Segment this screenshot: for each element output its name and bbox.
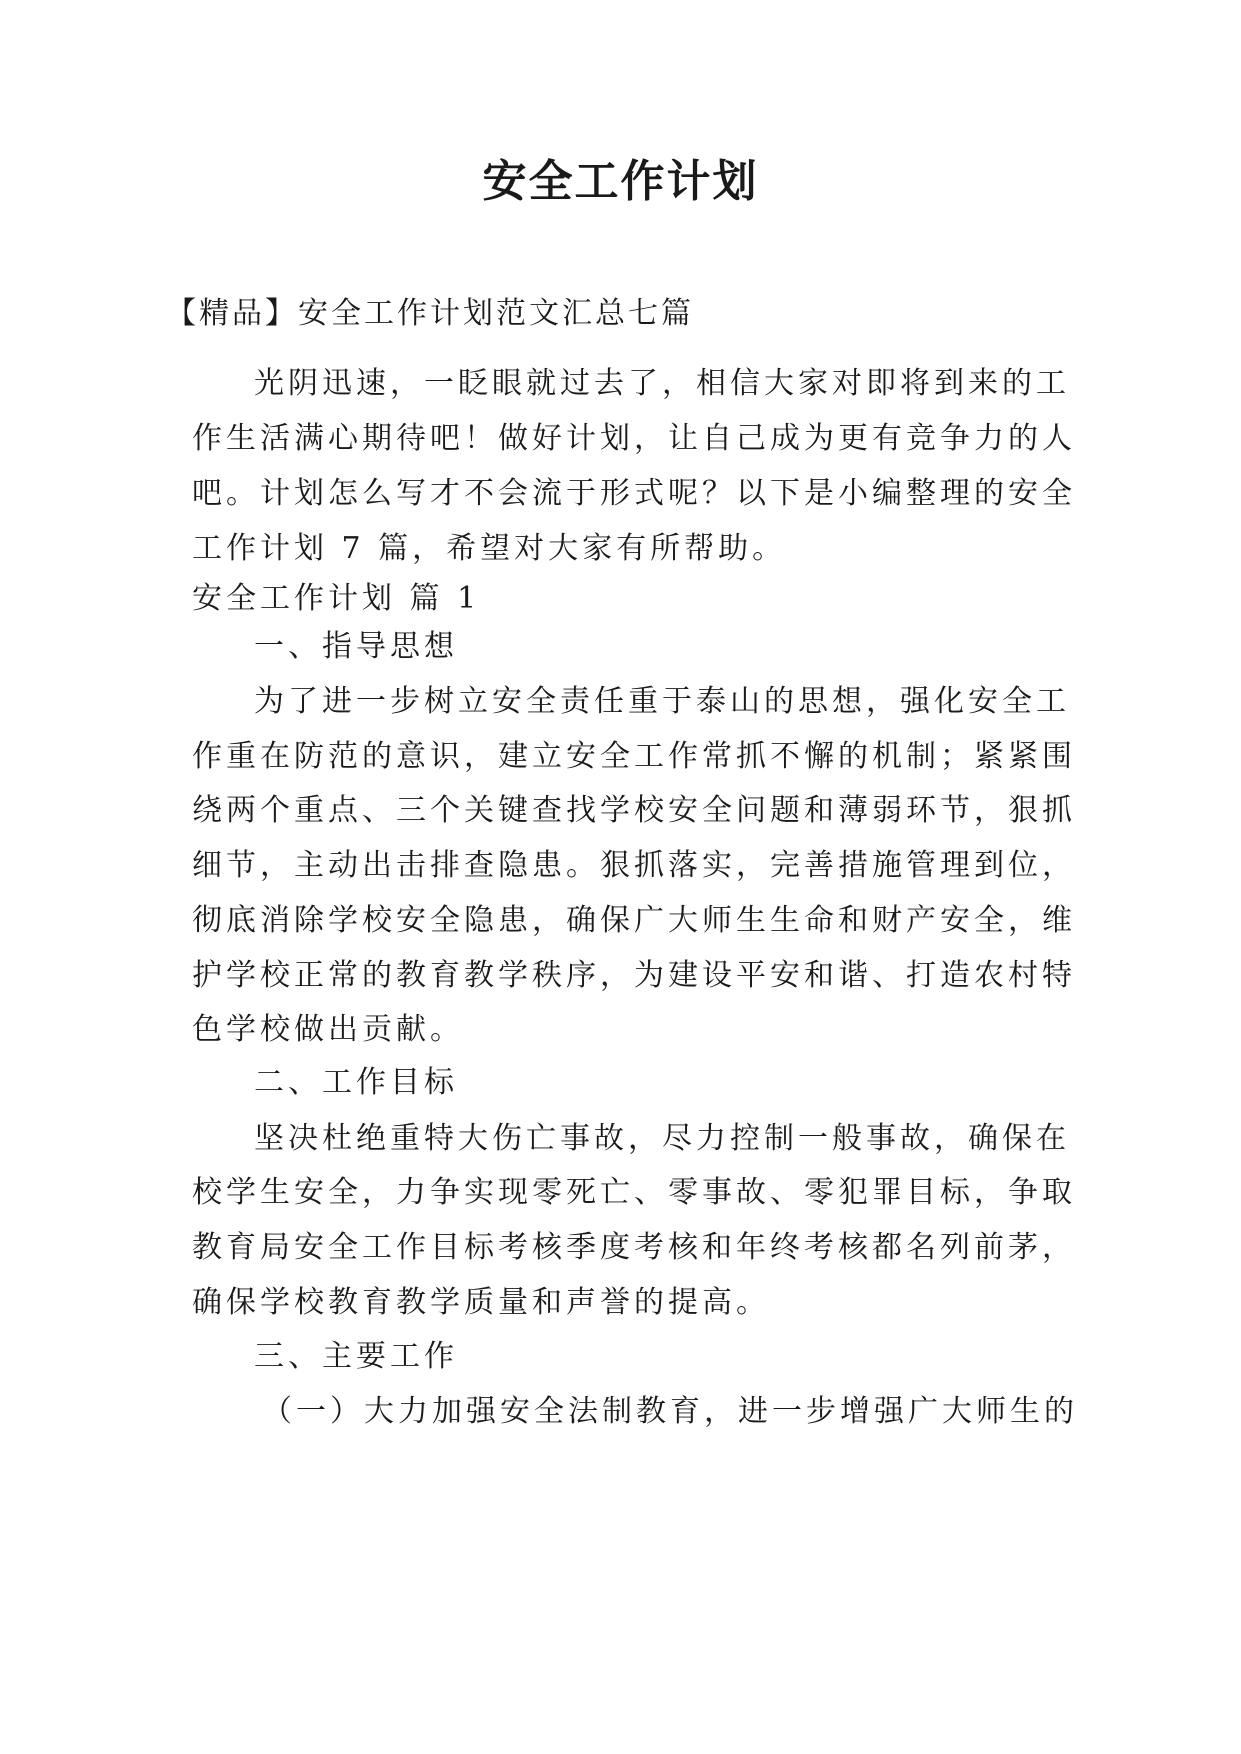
paragraph-line: 吧。计划怎么写才不会流于形式呢？以下是小编整理的安全: [192, 476, 1076, 511]
paragraph-line: 彻底消除学校安全隐患，确保广大师生生命和财产安全，维: [192, 903, 1076, 938]
paragraph-line: 确保学校教育教学质量和声誉的提高。: [192, 1285, 770, 1320]
section-heading: 安全工作计划 篇 1: [192, 581, 481, 616]
paragraph-line: 细节，主动出击排查隐患。狠抓落实，完善措施管理到位，: [192, 848, 1076, 883]
section-heading: 三、主要工作: [254, 1339, 458, 1374]
paragraph-line: 校学生安全，力争实现零死亡、零事故、零犯罪目标，争取: [192, 1175, 1076, 1210]
paragraph-line: 光阴迅速，一眨眼就过去了，相信大家对即将到来的工: [254, 366, 1070, 401]
paragraph-line: 为了进一步树立安全责任重于泰山的思想，强化安全工: [254, 684, 1070, 719]
paragraph-line: 坚决杜绝重特大伤亡事故，尽力控制一般事故，确保在: [254, 1121, 1070, 1156]
paragraph-line: 绕两个重点、三个关键查找学校安全问题和薄弱环节，狠抓: [192, 793, 1076, 828]
paragraph-line: 工作计划 7 篇，希望对大家有所帮助。: [192, 531, 787, 566]
section-heading: 一、指导思想: [254, 629, 458, 664]
paragraph-line: （一）大力加强安全法制教育，进一步增强广大师生的: [262, 1394, 1078, 1429]
paragraph-line: 护学校正常的教育教学秩序，为建设平安和谐、打造农村特: [192, 958, 1076, 993]
paragraph-line: 色学校做出贡献。: [192, 1012, 464, 1047]
paragraph-line: 作重在防范的意识，建立安全工作常抓不懈的机制；紧紧围: [192, 739, 1076, 774]
document-subtitle: 【精品】安全工作计划范文汇总七篇: [166, 296, 694, 331]
section-heading: 二、工作目标: [254, 1065, 458, 1100]
paragraph-line: 教育局安全工作目标考核季度考核和年终考核都名列前茅，: [192, 1230, 1076, 1265]
document-title: 安全工作计划: [482, 156, 759, 207]
paragraph-line: 作生活满心期待吧！做好计划，让自己成为更有竞争力的人: [192, 421, 1076, 456]
